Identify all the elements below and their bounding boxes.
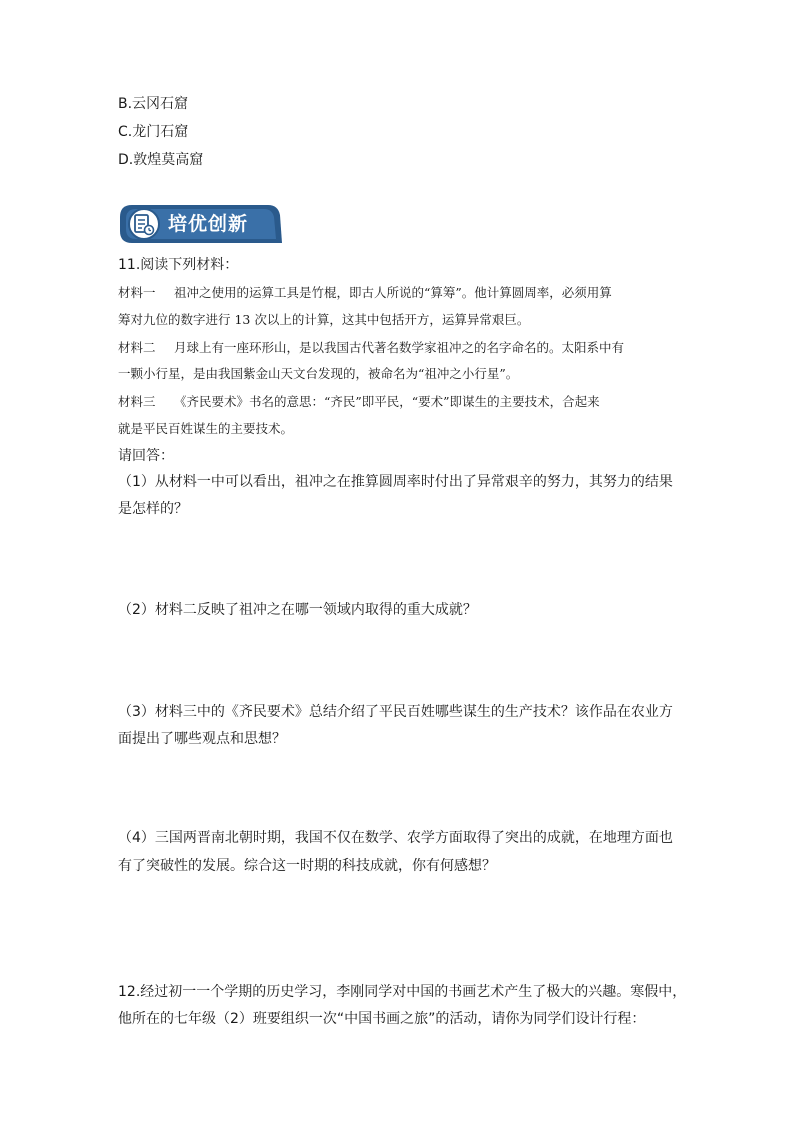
question-12-line-1: 12.经过初一一个学期的历史学习，李刚同学对中国的书画艺术产生了极大的兴趣。寒假中， bbox=[118, 984, 687, 1000]
question-11-stem: 11.阅读下列材料： bbox=[118, 257, 239, 273]
material-1-line-2: 筹对九位的数字进行 13 次以上的计算，这其中包括开方，运算异常艰巨。 bbox=[118, 312, 530, 327]
material-2-text: 月球上有一座环形山，是以我国古代著名数学家祖冲之的名字命名的。太阳系中有 bbox=[174, 340, 625, 355]
material-1-line-1 bbox=[118, 283, 612, 303]
section-banner bbox=[118, 203, 282, 243]
material-2-line-1 bbox=[118, 338, 624, 358]
option-d: D.敦煌莫高窟 bbox=[118, 152, 204, 168]
document-icon bbox=[129, 209, 159, 239]
material-1-text: 祖冲之使用的运算工具是竹棍，即古人所说的“算筹”。他计算圆周率，必须用算 bbox=[174, 285, 612, 300]
banner-title: 培优创新 bbox=[168, 213, 249, 235]
sub-question-4-line-1: （4）三国两晋南北朝时期，我国不仅在数学、农学方面取得了突出的成就，在地理方面也 bbox=[118, 830, 673, 846]
sub-question-2: （2）材料二反映了祖冲之在哪一领域内取得的重大成就？ bbox=[118, 602, 477, 618]
material-1-label: 材料一 bbox=[118, 285, 156, 300]
material-3-line-2: 就是平民百姓谋生的主要技术。 bbox=[118, 421, 294, 436]
material-2-label: 材料二 bbox=[118, 340, 156, 355]
sub-question-3-line-2: 面提出了哪些观点和思想？ bbox=[118, 731, 286, 747]
question-12-line-2: 他所在的七年级（2）班要组织一次“中国书画之旅”的活动，请你为同学们设计行程： bbox=[118, 1011, 646, 1027]
sub-question-1-line-1: （1）从材料一中可以看出，祖冲之在推算圆周率时付出了异常艰辛的努力，其努力的结果 bbox=[118, 474, 673, 490]
material-3-line-1 bbox=[118, 392, 600, 412]
material-2-line-2: 一颗小行星，是由我国紫金山天文台发现的，被命名为“祖冲之小行星”。 bbox=[118, 366, 519, 381]
sub-question-1-line-2: 是怎样的？ bbox=[118, 501, 188, 517]
option-b: B.云冈石窟 bbox=[118, 96, 189, 112]
material-3-label: 材料三 bbox=[118, 394, 156, 409]
material-3-text: 《齐民要术》书名的意思：“齐民”即平民，“要术”即谋生的主要技术，合起来 bbox=[174, 394, 600, 409]
option-c: C.龙门石窟 bbox=[118, 124, 189, 140]
answer-prompt: 请回答： bbox=[118, 448, 174, 464]
sub-question-3-line-1: （3）材料三中的《齐民要术》总结介绍了平民百姓哪些谋生的生产技术？该作品在农业方 bbox=[118, 704, 673, 720]
sub-question-4-line-2: 有了突破性的发展。综合这一时期的科技成就，你有何感想？ bbox=[118, 858, 496, 874]
